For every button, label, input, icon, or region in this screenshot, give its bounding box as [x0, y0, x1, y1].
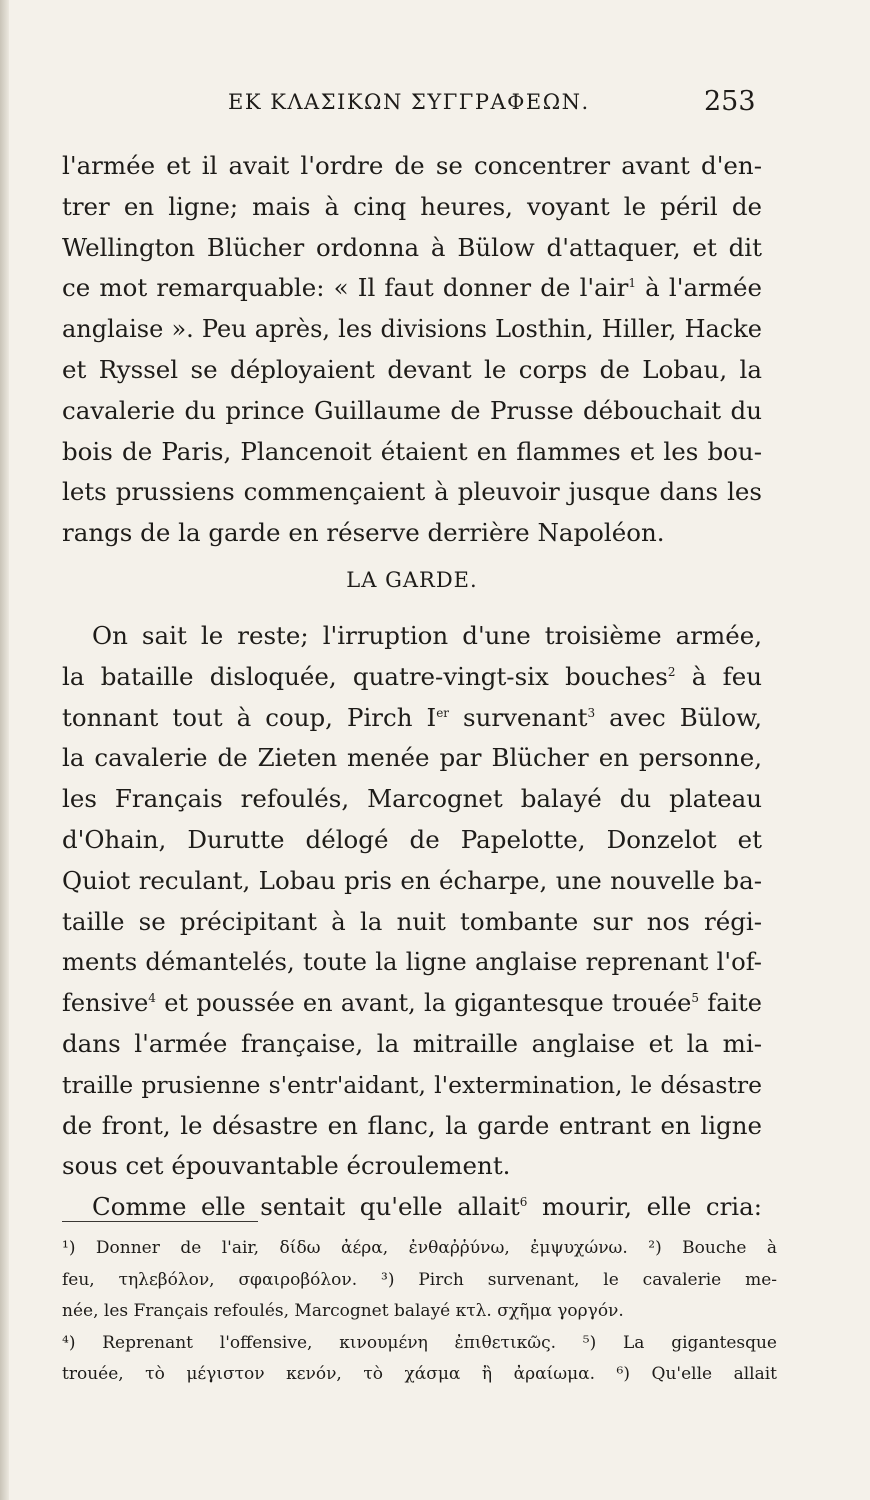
page-number: 253: [704, 86, 756, 117]
text-line: trer en ligne; mais à cinq heures, voyant le péril de: [62, 191, 762, 221]
text-segment: à l'armée: [635, 273, 762, 303]
text-line: bois de Paris, Plancenoit étaient en flammes et les bou-: [62, 436, 762, 466]
body-text: [62, 146, 762, 1228]
superscript: er: [436, 705, 450, 720]
footnote-marker: 6: [519, 1195, 528, 1210]
text-line: dans l'armée française, la mitraille anglaise et la mi-: [62, 1028, 762, 1058]
footnote-marker: 4: [148, 991, 156, 1006]
text-segment: fensive: [62, 989, 149, 1018]
footnote-marker: 5: [691, 991, 699, 1006]
footnote-line: feu, τηλεβόλον, σφαιροβόλον. ³) Pirch survenant, le cavalerie me-: [62, 1269, 777, 1290]
footnote-line: ⁴) Reprenant l'offensive, κινουμένη ἐπιθετικῶς. ⁵) La gigantesque: [62, 1332, 777, 1353]
text-line: l'armée et il avait l'ordre de se concentrer avant d'en-: [62, 151, 762, 180]
text-line: ments démantelés, toute la ligne anglaise reprenant l'of-: [62, 947, 762, 977]
text-line: taille se précipitant à la nuit tombante sur nos régi-: [62, 906, 762, 936]
page-header: [0, 86, 870, 126]
text-segment: survenant: [449, 702, 588, 732]
text-segment: faite: [699, 989, 762, 1018]
footnotes: [62, 1233, 777, 1391]
text-segment: ce mot remarquable: « Il faut donner de l'air: [62, 273, 629, 303]
text-line: cavalerie du prince Guillaume de Prusse débouchait du: [62, 395, 762, 425]
text-line: les Français refoulés, Marcognet balayé du plateau: [62, 784, 762, 814]
text-line: de front, le désastre en flanc, la garde entrant en ligne: [62, 1110, 762, 1140]
running-title: ΕΚ ΚΛΑΣΙΚΩΝ ΣΥΓΓΡΑΦΕΩΝ.: [228, 90, 590, 114]
text-line: rangs de la garde en réserve derrière Napoléon.: [62, 518, 665, 548]
text-line: anglaise ». Peu après, les divisions Losthin, Hiller, Hacke: [62, 315, 762, 344]
footnote-rule: [62, 1221, 258, 1222]
text-line: d'Ohain, Durutte délogé de Papelotte, Donzelot et: [62, 824, 762, 854]
text-segment: et poussée en avant, la gigantesque trouée: [155, 989, 692, 1018]
text-line: On sait le reste; l'irruption d'une troisième armée,: [92, 620, 762, 650]
text-segment: la bataille disloquée, quatre-vingt-six bouches: [62, 661, 668, 691]
text-segment: avec Bülow,: [595, 702, 762, 732]
text-segment: mourir, elle cria:: [527, 1192, 763, 1222]
text-segment: Comme elle sentait qu'elle allait: [92, 1192, 520, 1222]
text-line: traille prusienne s'entr'aidant, l'extermination, le désastre: [62, 1070, 762, 1099]
text-line: lets prussiens commençaient à pleuvoir jusque dans les: [62, 477, 762, 507]
text-line: [62, 268, 762, 309]
text-line: [62, 698, 762, 739]
text-line: Quiot reculant, Lobau pris en écharpe, une nouvelle ba-: [62, 865, 762, 895]
footnote-marker: 1: [628, 276, 636, 291]
footnote-line: trouée, τὸ μέγιστον κενόν, τὸ χάσμα ἢ ἀραίωμα. ⁶) Qu'elle allait: [62, 1364, 777, 1384]
text-line: sous cet épouvantable écroulement.: [62, 1151, 511, 1181]
text-line: [62, 983, 762, 1024]
footnote-line: née, les Français refoulés, Marcognet balayé κτλ. σχῆμα γοργόν.: [62, 1301, 624, 1321]
text-segment: à feu: [675, 661, 763, 691]
footnote-line: ¹) Donner de l'air, δίδω ἀέρα, ἐνθαῤῥύνω, ἐμψυχώνω. ²) Bouche à: [62, 1238, 777, 1258]
footnote-marker: 3: [587, 705, 596, 720]
text-line: la cavalerie de Zieten menée par Blücher en personne,: [62, 743, 762, 773]
text-line: et Ryssel se déployaient devant le corps de Lobau, la: [62, 354, 762, 384]
section-title: LA GARDE.: [346, 567, 478, 592]
footnote-marker: 2: [667, 664, 676, 679]
page-edge: [0, 0, 9, 1500]
text-line: [62, 657, 762, 698]
text-line: Wellington Blücher ordonna à Bülow d'attaquer, et dit: [62, 232, 762, 262]
text-segment: tonnant tout à coup, Pirch I: [62, 702, 437, 732]
